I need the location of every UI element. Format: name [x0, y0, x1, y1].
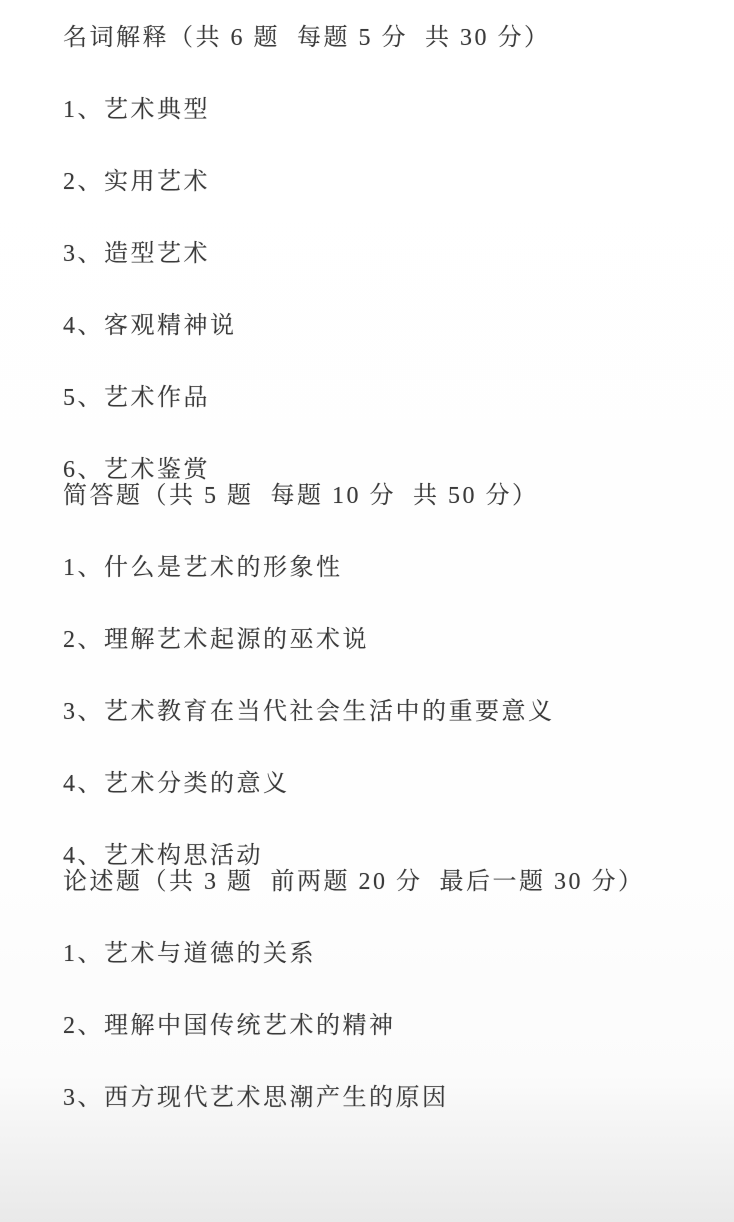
question-item: 4、艺术构思活动 [63, 843, 263, 869]
question-item: 3、艺术教育在当代社会生活中的重要意义 [63, 699, 555, 725]
question-item: 2、实用艺术 [63, 169, 210, 195]
question-item: 3、造型艺术 [63, 241, 210, 267]
question-item: 4、艺术分类的意义 [63, 771, 290, 797]
question-item: 1、艺术与道德的关系 [63, 941, 316, 967]
section-short-answer [63, 483, 714, 869]
section-heading: 名词解释（共 6 题 每题 5 分 共 30 分） [63, 25, 551, 51]
section-heading: 论述题（共 3 题 前两题 20 分 最后一题 30 分） [63, 869, 645, 895]
question-item: 6、艺术鉴赏 [63, 457, 210, 483]
question-item: 2、理解中国传统艺术的精神 [63, 1013, 396, 1039]
question-item: 1、艺术典型 [63, 97, 210, 123]
section-noun-explanation [63, 25, 714, 483]
question-item: 2、理解艺术起源的巫术说 [63, 627, 369, 653]
question-item: 4、客观精神说 [63, 313, 237, 339]
question-item: 5、艺术作品 [63, 385, 210, 411]
section-heading: 简答题（共 5 题 每题 10 分 共 50 分） [63, 483, 539, 509]
question-item: 1、什么是艺术的形象性 [63, 555, 343, 581]
section-essay [63, 869, 714, 1111]
question-item: 3、西方现代艺术思潮产生的原因 [63, 1085, 449, 1111]
